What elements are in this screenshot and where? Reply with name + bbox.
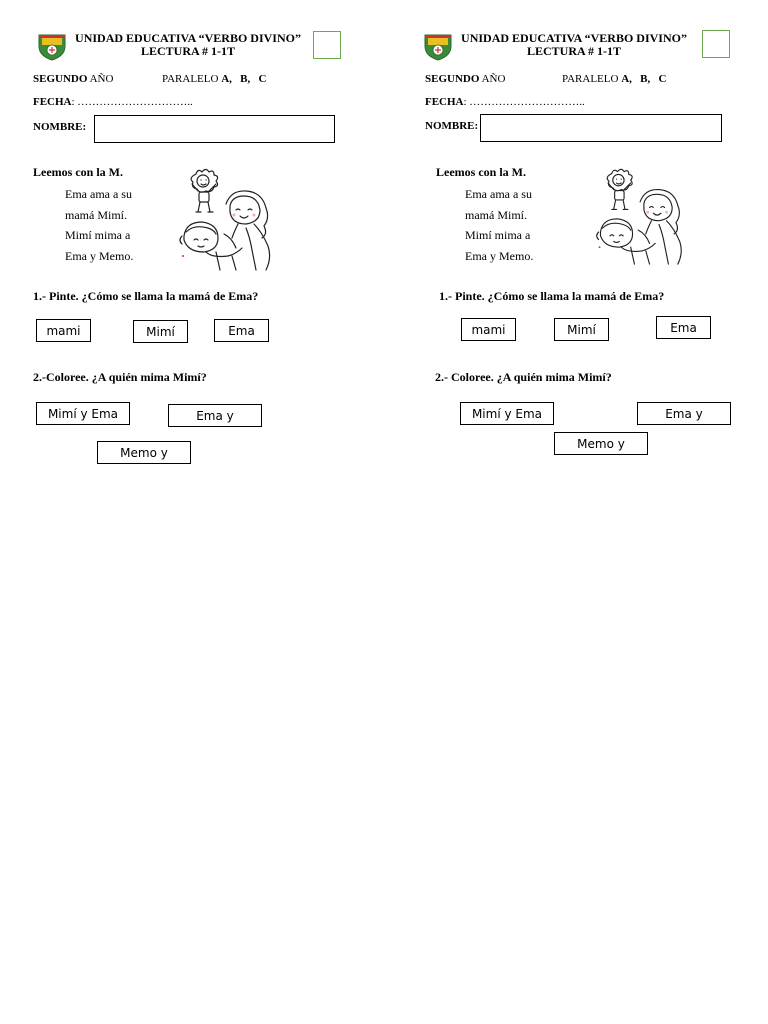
paralelo-line xyxy=(562,73,666,85)
answer-option-memo-y[interactable]: Memo y xyxy=(554,432,648,455)
grade-label: SEGUNDO xyxy=(33,73,88,85)
reading-line: Ema ama a su xyxy=(65,187,132,201)
reading-line: Ema y Memo. xyxy=(465,248,534,263)
mother-hugging-child-illustration xyxy=(176,166,280,272)
date-label: FECHA xyxy=(33,96,72,108)
name-field[interactable] xyxy=(94,115,335,143)
answer-option-ema[interactable]: Ema xyxy=(214,319,269,342)
answer-option-mimi[interactable]: Mimí xyxy=(554,318,609,341)
date-dots: : ………………………….. xyxy=(71,96,193,108)
reading-line: Ema y Memo. xyxy=(65,248,134,263)
date-label: FECHA xyxy=(425,96,464,108)
question-1: 1.- Pinte. ¿Cómo se llama la mamá de Ema? xyxy=(33,289,259,303)
school-name: UNIDAD EDUCATIVA “VERBO DIVINO” xyxy=(461,31,687,45)
name-label: NOMBRE: xyxy=(425,120,479,132)
reading-line: Mimí mima a xyxy=(65,228,131,242)
paralelo-label: PARALELO xyxy=(562,73,619,85)
grade-box xyxy=(313,31,341,59)
grade-suffix: AÑO xyxy=(481,73,506,85)
reading-line: Ema ama a su xyxy=(465,187,532,201)
question-2: 2.- Coloree. ¿A quién mima Mimí? xyxy=(435,370,612,384)
grade-line xyxy=(425,73,505,85)
reading-title: Leemos con la M. xyxy=(436,165,526,179)
question-1: 1.- Pinte. ¿Cómo se llama la mamá de Ema? xyxy=(439,289,665,303)
paralelo-line xyxy=(162,73,266,85)
answer-option-mami[interactable]: mami xyxy=(461,318,516,341)
answer-option-mimi-y-ema[interactable]: Mimí y Ema xyxy=(460,402,554,425)
reading-title: Leemos con la M. xyxy=(33,165,123,179)
paralelo-label: PARALELO xyxy=(162,73,219,85)
answer-option-ema-y[interactable]: Ema y xyxy=(168,404,262,427)
name-label: NOMBRE: xyxy=(33,121,87,133)
school-crest-icon xyxy=(422,31,454,61)
reading-line: Mimí mima a xyxy=(465,228,531,242)
school-crest-icon xyxy=(36,31,68,61)
lesson-title: LECTURA # 1-1T xyxy=(526,44,621,58)
answer-option-mimi[interactable]: Mimí xyxy=(133,320,188,343)
worksheet-right xyxy=(384,0,768,1024)
school-header xyxy=(454,32,694,58)
name-field[interactable] xyxy=(480,114,722,142)
answer-option-memo-y[interactable]: Memo y xyxy=(97,441,191,464)
date-dots: : ………………………….. xyxy=(463,96,585,108)
paralelo-values: A, B, C xyxy=(621,73,667,85)
school-header xyxy=(68,32,308,58)
reading-line: mamá Mimí. xyxy=(465,207,527,222)
reading-text xyxy=(465,184,533,266)
grade-suffix: AÑO xyxy=(89,73,114,85)
answer-option-ema[interactable]: Ema xyxy=(656,316,711,339)
mother-hugging-child-illustration xyxy=(590,166,694,266)
paralelo-values: A, B, C xyxy=(221,73,267,85)
date-line xyxy=(425,96,585,108)
date-line xyxy=(33,96,193,108)
grade-line xyxy=(33,73,113,85)
question-2: 2.-Coloree. ¿A quién mima Mimí? xyxy=(33,370,207,384)
answer-option-mimi-y-ema[interactable]: Mimí y Ema xyxy=(36,402,130,425)
grade-box xyxy=(702,30,730,58)
lesson-title: LECTURA # 1-1T xyxy=(140,44,235,58)
reading-text xyxy=(65,184,133,266)
grade-label: SEGUNDO xyxy=(425,73,480,85)
answer-option-mami[interactable]: mami xyxy=(36,319,91,342)
reading-line: mamá Mimí. xyxy=(65,207,127,222)
school-name: UNIDAD EDUCATIVA “VERBO DIVINO” xyxy=(75,31,301,45)
answer-option-ema-y[interactable]: Ema y xyxy=(637,402,731,425)
